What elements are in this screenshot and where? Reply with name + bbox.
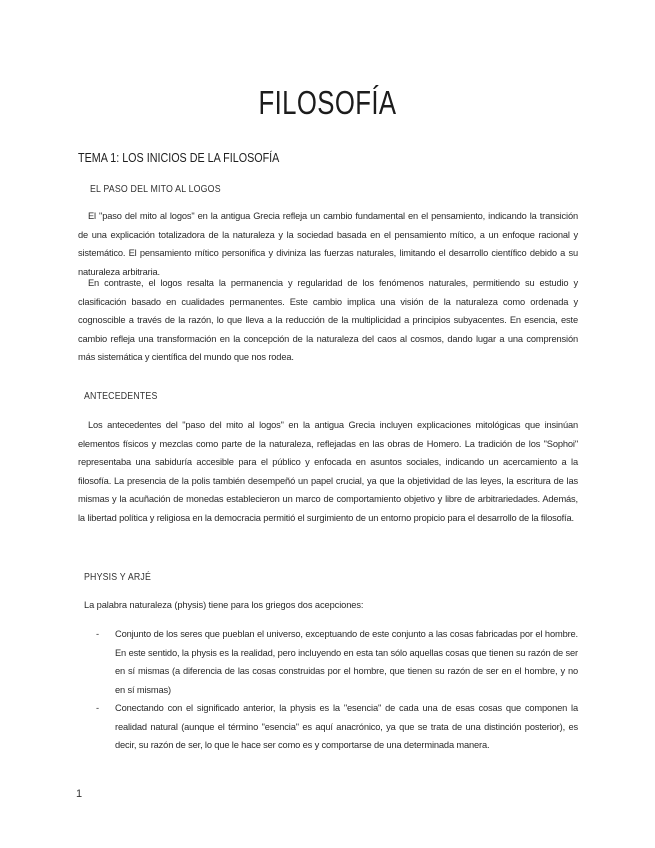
list-item — [96, 625, 578, 699]
topic-heading: TEMA 1: LOS INICIOS DE LA FILOSOFÍA — [78, 151, 280, 165]
page-number: 1 — [76, 788, 83, 800]
paragraph-mito-logos-2: En contraste, el logos resalta la permanencia y regularidad de los fenómenos naturales, permitiendo su estudio y clasificación basado en cualidades permanentes. Este cambio implica una visión de la naturaleza como ordenada y cognoscible a través de la razón, lo que lleva a la reducción de la multiplicidad a principios subyacentes. En esencia, este cambio refleja una transformación en la concepción de la naturaleza del caos al cosmos, dando lugar a una comprensión más sistemática y científica del mundo que nos rodea. — [78, 278, 578, 362]
physis-meanings-list — [96, 625, 578, 755]
page-title: FILOSOFÍA — [258, 84, 397, 121]
bullet-dash: - — [96, 703, 99, 713]
list-item — [96, 699, 578, 755]
paragraph-physis-intro: La palabra naturaleza (physis) tiene para los griegos dos acepciones: — [84, 600, 364, 610]
paragraph-antecedentes: Los antecedentes del "paso del mito al logos" en la antigua Grecia incluyen explicaciones mitológicas que insinúan elementos físicos y mezclas como parte de la naturaleza, reflejadas en las obras de Homero. La tradición de los "Sophoi" representaba una sabiduría accesible para el público y enfocada en asuntos sociales, indicando un acercamiento a la filosofía. La presencia de la polis también desempeñó un papel crucial, ya que la objetividad de las leyes, la escritura de las mismas y la acuñación de monedas establecieron un marco de comportamiento objetivo y libre de arbitrariedades. Además, la libertad política y religiosa en la democracia permitió el surgimiento de un entorno propicio para el desarrollo de la filosofía. — [78, 420, 578, 523]
section-heading-antecedentes: ANTECEDENTES — [84, 391, 158, 402]
list-item-text: Conjunto de los seres que pueblan el universo, exceptuando de este conjunto a las cosas fabricadas por el hombre. En este sentido, la physis es la realidad, pero incluyendo en esta tan sólo aquellas cosas que tienen su razón de ser en sí mismas (a diferencia de las cosas construidas por el hombre, que tienen su razón de ser en el hombre, y no en sí mismas) — [115, 629, 578, 695]
section-heading-physis-arje: PHYSIS Y ARJÉ — [84, 572, 152, 583]
bullet-dash: - — [96, 629, 99, 639]
section-heading-mito-logos: EL PASO DEL MITO AL LOGOS — [90, 184, 221, 195]
list-item-text: Conectando con el significado anterior, la physis es la "esencia" de cada una de esas cosas que componen la realidad natural (aunque el término "esencia" es aquí anacrónico, ya que se trata de una distinción posterior), es decir, su razón de ser, lo que le hace ser como es y comportarse de una determinada manera. — [115, 703, 578, 750]
paragraph-mito-logos-1: El "paso del mito al logos" en la antigua Grecia refleja un cambio fundamental en el pensamiento, indicando la transición de una explicación totalizadora de la naturaleza y la sociedad basada en el pensamiento mítico, a un enfoque racional y sistemático. El pensamiento mítico personifica y diviniza las fuerzas naturales, limitando el desarrollo científico debido a su naturaleza arbitraria. — [78, 211, 578, 277]
